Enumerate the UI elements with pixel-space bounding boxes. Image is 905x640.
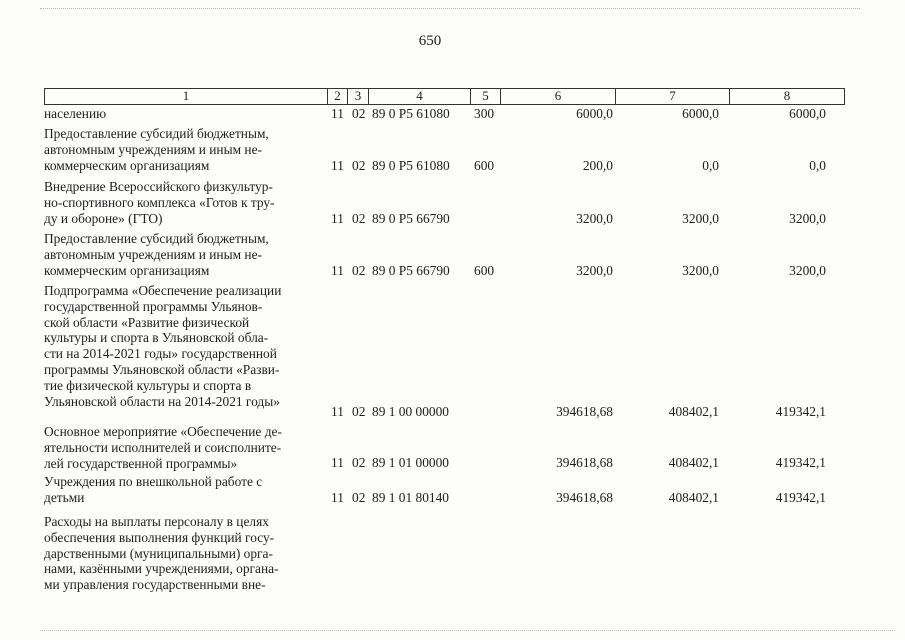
row-expense-type: 600 [474,263,495,278]
row-amount-2022: 3200,0 [789,263,826,278]
header-bottom-line [44,104,845,105]
row-amount-2022: 3200,0 [789,211,826,226]
row-expense-type: 600 [474,158,495,173]
row-target-code: 89 0 P5 66790 [372,263,450,278]
row-amount-2022: 0,0 [809,158,826,173]
row-amount-2021: 3200,0 [682,263,719,278]
row-target-code: 89 0 P5 61080 [372,106,450,121]
row-section: 11 [331,455,344,470]
row-target-code: 89 0 P5 66790 [372,211,450,226]
row-subsection: 02 [352,158,366,173]
row-subsection: 02 [352,263,366,278]
row-section: 11 [331,158,344,173]
row-amount-2021: 408402,1 [668,455,719,470]
row-amount-2020: 3200,0 [576,263,613,278]
row-section: 11 [331,404,344,419]
row-section: 11 [331,490,344,505]
header-col-5: 5 [482,88,489,103]
header-col-3: 3 [354,88,362,103]
row-subsection: 02 [352,106,366,121]
row-amount-2021: 408402,1 [668,404,719,419]
scan-noise-bottom [40,630,895,632]
row-section: 11 [331,263,344,278]
row-amount-2020: 6000,0 [576,106,613,121]
row-amount-2022: 419342,1 [775,490,826,505]
row-description: Учреждения по внешкольной работе с детьми [44,474,263,505]
row-description: Предоставление субсидий бюджетным, автономным учреждениям и иным не- коммерческим организациям [44,231,269,278]
row-target-code: 89 1 00 00000 [372,404,449,419]
row-description: Подпрограмма «Обеспечение реализации государственной программы Ульянов- ской области «Развитие физической культуры и спорта в Ульяновской обла- сти на 2014-2021 годы» государственной программы Ульяновской области «Разви- тие физической культуры и спорта в Ульяновской области на 2014-2021 годы» [44,283,282,409]
row-subsection: 02 [352,490,366,505]
header-right-border [844,88,845,105]
row-description: населению [44,106,107,121]
page-number: 650 [418,33,442,49]
header-col-1: 1 [182,88,190,103]
row-target-code: 89 1 01 00000 [372,455,449,470]
header-col-6: 6 [554,88,562,103]
row-amount-2022: 6000,0 [789,106,826,121]
row-expense-type: 300 [474,106,495,121]
row-amount-2020: 394618,68 [556,490,613,505]
row-amount-2021: 6000,0 [682,106,719,121]
row-amount-2020: 394618,68 [556,455,613,470]
scan-noise-top [40,8,860,10]
header-col-7: 7 [669,88,676,103]
header-col-8: 8 [783,88,791,103]
row-amount-2020: 200,0 [582,158,613,173]
header-col-4: 4 [416,88,423,103]
row-amount-2021: 0,0 [702,158,719,173]
row-description: Внедрение Всероссийского физкультур- но-спортивного комплекса «Готов к тру- ду и обороне» (ГТО) [44,179,275,226]
row-target-code: 89 1 01 80140 [372,490,449,505]
row-amount-2020: 394618,68 [556,404,613,419]
row-target-code: 89 0 P5 61080 [372,158,450,173]
header-col-2: 2 [334,88,341,103]
row-subsection: 02 [352,455,366,470]
row-amount-2022: 419342,1 [775,455,826,470]
row-description: Предоставление субсидий бюджетным, автономным учреждениям и иным не- коммерческим организациям [44,126,269,173]
row-subsection: 02 [352,211,366,226]
row-amount-2022: 419342,1 [775,404,826,419]
row-amount-2020: 3200,0 [576,211,613,226]
row-section: 11 [331,211,344,226]
row-amount-2021: 408402,1 [668,490,719,505]
row-subsection: 02 [352,404,366,419]
row-description: Расходы на выплаты персоналу в целях обеспечения выполнения функций госу- дарственными (муниципальными) орга- нами, казёнными учреждениями, органа- ми управления государственными вне- [44,514,279,593]
row-description: Основное мероприятие «Обеспечение де- ятельности исполнителей и соисполните- лей государственной программы» [44,424,282,471]
row-amount-2021: 3200,0 [682,211,719,226]
row-section: 11 [331,106,344,121]
